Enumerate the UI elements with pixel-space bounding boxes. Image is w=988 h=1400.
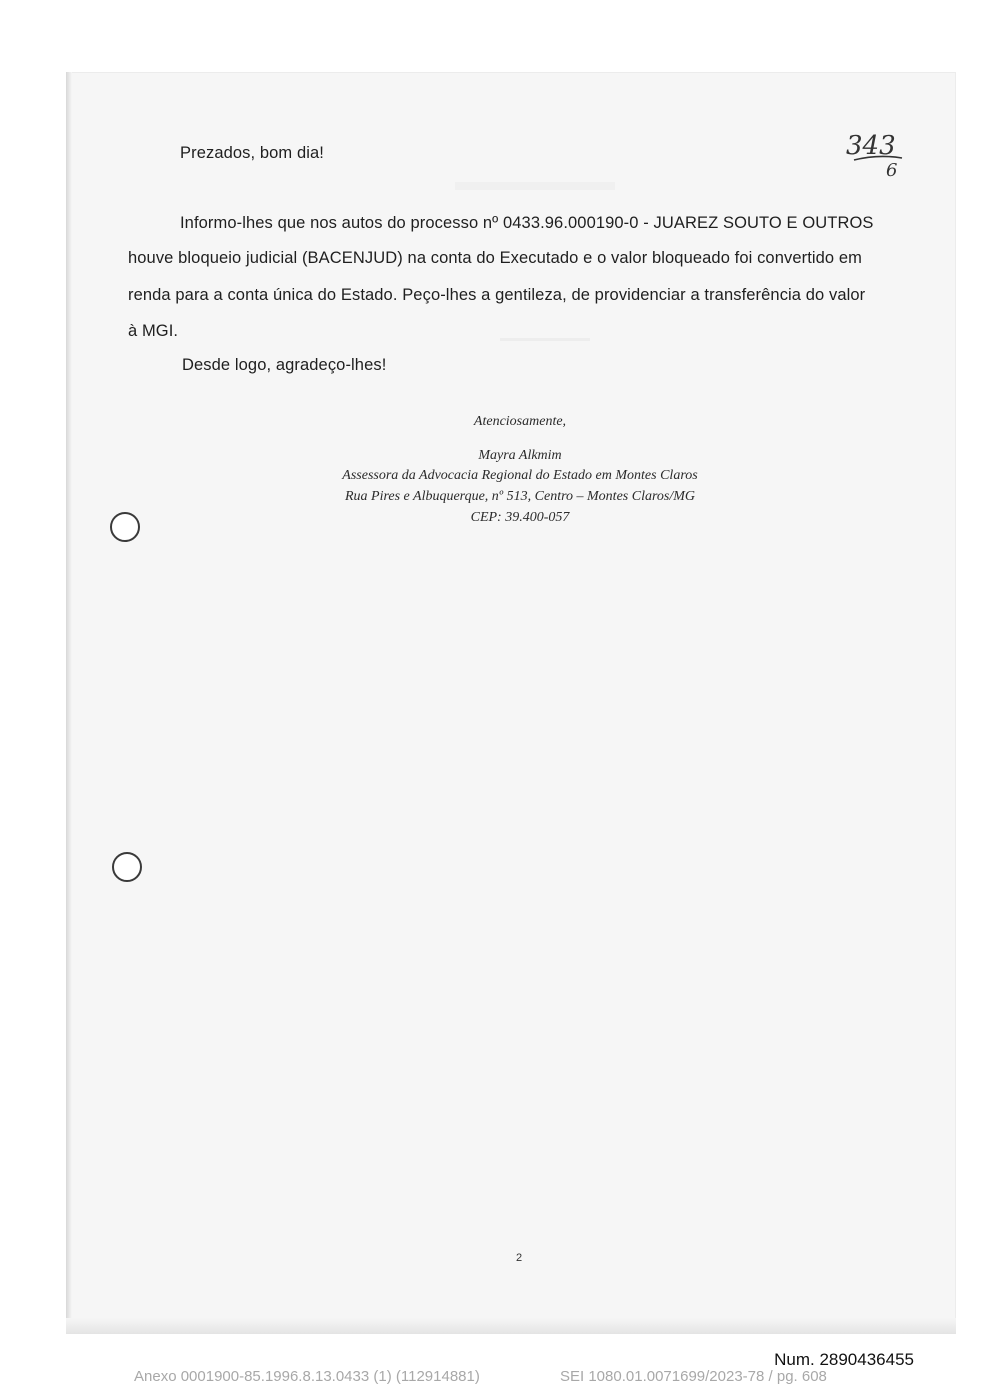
letter-closing: Desde logo, agradeço-lhes! — [182, 356, 387, 374]
paragraph-line-2: houve bloqueio judicial (BACENJUD) na conta do Executado e o valor bloqueado foi convertido em — [128, 249, 862, 267]
folio-sub: 6 — [886, 160, 898, 181]
footer-sei-reference: SEI 1080.01.0071699/2023-78 / pg. 608 — [560, 1368, 827, 1385]
footer-annex-reference: Anexo 0001900-85.1996.8.13.0433 (1) (112914881) — [134, 1368, 480, 1385]
signature-name: Mayra Alkmim — [478, 448, 562, 463]
signature-address: Rua Pires e Albuquerque, nº 513, Centro – Montes Claros/MG — [344, 489, 696, 504]
signature-salutation: Atenciosamente, — [473, 414, 567, 429]
letter-greeting: Prezados, bom dia! — [180, 144, 324, 162]
punch-hole-bottom — [112, 852, 142, 882]
page-number: 2 — [516, 1252, 523, 1264]
show-through-mark — [455, 182, 615, 190]
signature-block — [260, 410, 780, 530]
punch-hole-top — [110, 512, 140, 542]
paragraph-line-3: renda para a conta única do Estado. Peço-lhes a gentileza, de providenciar a transferência do valor — [128, 286, 866, 304]
paragraph-line-4: à MGI. — [128, 322, 179, 340]
document-number-stamp: Num. 2890436455 — [774, 1350, 914, 1369]
folio-number: 343 — [846, 131, 896, 161]
scan-edge-shadow — [66, 72, 72, 1334]
scan-bottom-shadow — [66, 1318, 956, 1334]
paragraph-line-1: Informo-lhes que nos autos do processo nº 0433.96.000190-0 - JUAREZ SOUTO E OUTROS — [180, 214, 874, 232]
signature-role: Assessora da Advocacia Regional do Estado em Montes Claros — [342, 468, 698, 483]
show-through-mark — [500, 338, 590, 341]
signature-cep: CEP: 39.400-057 — [470, 510, 570, 525]
handwritten-folio-number — [840, 124, 920, 182]
